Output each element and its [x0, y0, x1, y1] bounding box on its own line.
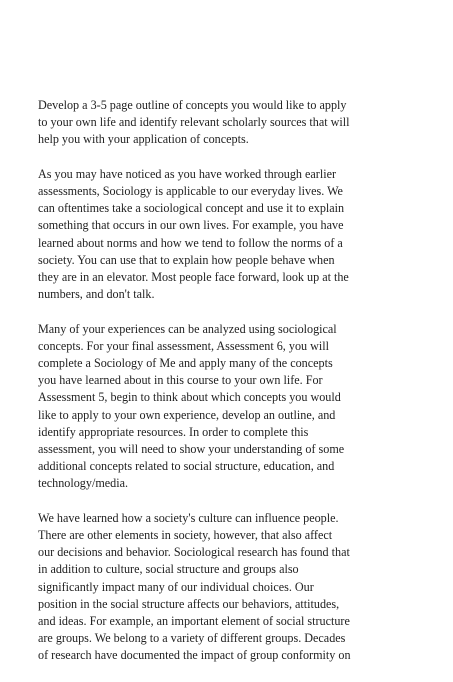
- paragraph-experiences: [38, 321, 438, 493]
- text-line: something that occurs in our own lives. For example, you have: [38, 218, 344, 233]
- text-line: you have learned about in this course to your own life. For: [38, 373, 323, 388]
- text-line: concepts. For your final assessment, Assessment 6, you will: [38, 338, 330, 353]
- text-line: help you with your application of concepts.: [38, 132, 249, 147]
- text-line: We have learned how a society's culture can influence people.: [38, 510, 339, 525]
- paragraph-culture-structure: [38, 510, 438, 665]
- text-line: additional concepts related to social structure, education, and: [38, 459, 335, 474]
- text-line: There are other elements in society, however, that also affect: [38, 528, 333, 543]
- text-line: numbers, and don't talk.: [38, 287, 155, 302]
- text-line: learned about norms and how we tend to follow the norms of a: [38, 235, 343, 250]
- text-line: in addition to culture, social structure and groups also: [38, 562, 299, 577]
- text-line: technology/media.: [38, 476, 129, 491]
- text-line: Many of your experiences can be analyzed using sociological: [38, 321, 337, 336]
- text-line: assessments, Sociology is applicable to our everyday lives. We: [38, 184, 343, 198]
- text-line: of research have documented the impact of group conformity on: [38, 648, 351, 663]
- text-line: society. You can use that to explain how people behave when: [38, 252, 335, 267]
- text-line: are groups. We belong to a variety of different groups. Decades: [38, 631, 346, 646]
- paragraph-sociology-everyday: [38, 166, 438, 304]
- text-line: As you may have noticed as you have worked through earlier: [38, 166, 337, 181]
- text-line: assessment, you will need to show your understanding of some: [38, 442, 345, 457]
- text-line: and ideas. For example, an important element of social structure: [38, 614, 350, 629]
- text-line: they are in an elevator. Most people face forward, look up at the: [38, 270, 349, 285]
- text-line: to your own life and identify relevant scholarly sources that will: [38, 115, 350, 130]
- text-line: like to apply to your own experience, develop an outline, and: [38, 407, 336, 422]
- paragraph-intro: [38, 97, 438, 149]
- text-line: Develop a 3-5 page outline of concepts you would like to apply: [38, 98, 347, 112]
- document-body: [38, 97, 438, 682]
- text-line: identify appropriate resources. In order to complete this: [38, 424, 309, 439]
- text-line: can oftentimes take a sociological concept and use it to explain: [38, 201, 345, 216]
- text-line: Assessment 5, begin to think about which concepts you would: [38, 390, 341, 405]
- text-line: position in the social structure affects our behaviors, attitudes,: [38, 596, 340, 611]
- text-line: our decisions and behavior. Sociological research has found that: [38, 545, 350, 560]
- text-line: complete a Sociology of Me and apply many of the concepts: [38, 356, 333, 371]
- text-line: significantly impact many of our individual choices. Our: [38, 579, 314, 594]
